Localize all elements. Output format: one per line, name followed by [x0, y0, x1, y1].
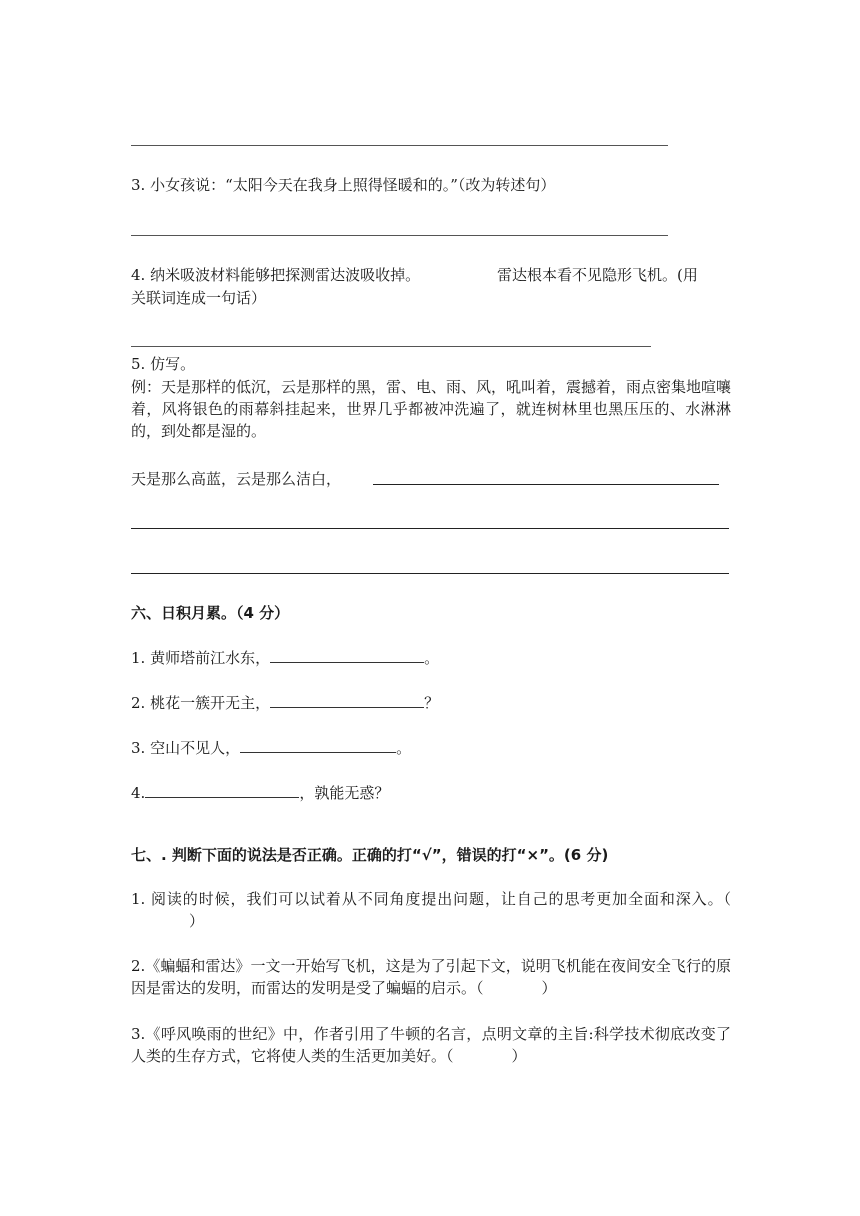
- fill-blank[interactable]: [145, 781, 299, 798]
- poem-item-2: [131, 691, 439, 714]
- answer-line-q5-a[interactable]: [373, 484, 719, 485]
- question-5-5-example: 例：天是那样的低沉，云是那样的黑，雷、电、雨、风，吼叫着，震撼着，雨点密集地喧嚷着，风将银色的雨幕斜挂起来，世界几乎都被冲洗遍了，就连树林里也黑压压的、水淋淋的，到处都是湿的。: [131, 378, 732, 440]
- question-5-3: 3. 小女孩说：“太阳今天在我身上照得怪暖和的。”（改为转述句）: [131, 176, 556, 194]
- question-5-4-part2: 雷达根本看不见隐形飞机。(用: [497, 266, 698, 284]
- answer-line-q5-b[interactable]: [131, 528, 729, 529]
- question-5-5-prompt: 天是那么高蓝，云是那么洁白，: [131, 470, 342, 488]
- poem-item-text: 1. 黄师塔前江水东，: [131, 649, 271, 667]
- poem-item-punct: ？: [424, 694, 440, 712]
- question-5-4-part1: 4. 纳米吸波材料能够把探测雷达波吸收掉。: [131, 266, 421, 284]
- question-5-4-line2: 关联词连成一句话）: [131, 289, 267, 307]
- poem-item-text: 3. 空山不见人，: [131, 739, 241, 757]
- section-7-title: 七、. 判断下面的说法是否正确。正确的打“√”，错误的打“×”。(6 分): [131, 846, 609, 864]
- answer-line-q4[interactable]: [131, 346, 651, 347]
- poem-item-1: [131, 646, 439, 669]
- answer-line-q5-c[interactable]: [131, 573, 729, 574]
- judge-item-close: ）: [541, 979, 557, 997]
- judge-item-text: 2.《蝙蝠和雷达》一文一开始写飞机，这是为了引起下文，说明飞机能在夜间安全飞行的原因是雷达的发明，而雷达的发明是受了蝙蝠的启示。（: [131, 957, 731, 997]
- poem-item-text: 4.: [131, 784, 146, 802]
- answer-line-q2[interactable]: [131, 145, 668, 146]
- judge-item-2: [131, 955, 731, 999]
- poem-item-3: [131, 736, 411, 759]
- question-5-5-title: 5. 仿写。: [131, 355, 196, 373]
- judge-item-3: [131, 1023, 731, 1067]
- poem-item-punct: 。: [424, 649, 440, 667]
- poem-item-punct: ，孰能无惑？: [299, 784, 390, 802]
- poem-item-4: [131, 781, 389, 804]
- judge-item-close: ）: [511, 1047, 527, 1065]
- section-6-title: 六、日积月累。（4 分）: [131, 604, 290, 622]
- answer-line-q3[interactable]: [131, 235, 668, 236]
- fill-blank[interactable]: [240, 736, 396, 753]
- judge-item-text: 3.《呼风唤雨的世纪》中，作者引用了牛顿的名言，点明文章的主旨:科学技术彻底改变了人类的生存方式，它将使人类的生活更加美好。（: [131, 1025, 731, 1065]
- judge-item-text: 1. 阅读的时候，我们可以试着从不同角度提出问题，让自己的思考更加全面和深入。（: [131, 890, 731, 908]
- fill-blank[interactable]: [270, 691, 424, 708]
- fill-blank[interactable]: [270, 646, 424, 663]
- poem-item-text: 2. 桃花一簇开无主，: [131, 694, 271, 712]
- judge-item-close: ）: [189, 912, 205, 930]
- judge-item-1: [131, 888, 731, 932]
- poem-item-punct: 。: [396, 739, 412, 757]
